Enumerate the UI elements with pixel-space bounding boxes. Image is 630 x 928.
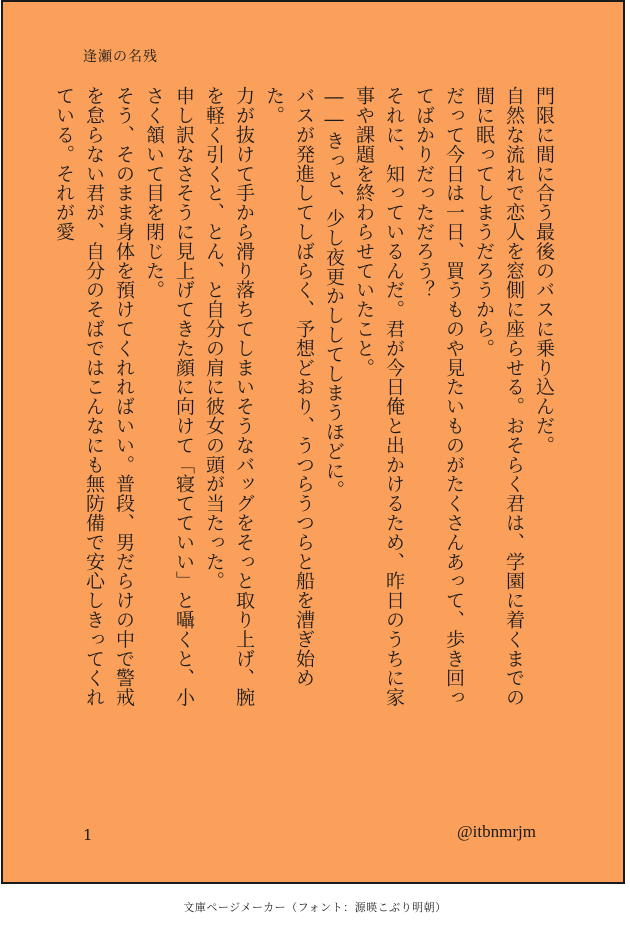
author-handle: @itbnmrjm — [457, 822, 536, 841]
paragraph: バスが発進してしばらく、予想どおり、うつらうつらと船を漕ぎ始めた。 — [263, 86, 315, 688]
vertical-body-text — [49, 86, 559, 726]
paragraph: それに、知っているんだ。君が今日俺と出かけるため、昨日のうちに家事や課題を終わらせていたこと。 — [353, 86, 405, 707]
book-title: 逢瀬の名残 — [83, 49, 158, 65]
paragraph: だって今日は一日、買うものや見たいものがたくさんあって、歩き回ってばかりだっただろう？ — [413, 86, 465, 707]
paragraph: 力が抜けて手から滑り落ちてしまいそうなバッグをそっと取り上げ、腕を軽く引くと、とん、と自分の肩に彼女の頭が当たった。 — [203, 86, 255, 707]
paragraph: ――きっと、少し夜更かししてしまうほどに。 — [323, 86, 345, 500]
paragraph: そう、そのまま身体を預けてくれればいい。普段、男だらけの中で警戒を怠らない君が、自分のそばではこんなにも無防備で安心しきってくれている。それが愛 — [53, 86, 135, 707]
paragraph: 自然な流れで恋人を窓側に座らせる。おそらく君は、学園に着くまでの間に眠ってしまうだろうから。 — [473, 86, 525, 707]
page-number: 1 — [83, 826, 93, 844]
paragraph: 申し訳なさそうに見上げてきた顔に向けて「寝てていい」と囁くと、小さく頷いて目を閉じた。 — [143, 86, 195, 707]
paragraph: 門限に間に合う最後のバスに乗り込んだ。 — [533, 86, 555, 455]
generator-caption: 文庫ページメーカー（フォント：源暎こぶり明朝） — [183, 901, 447, 914]
book-page — [1, 0, 625, 884]
